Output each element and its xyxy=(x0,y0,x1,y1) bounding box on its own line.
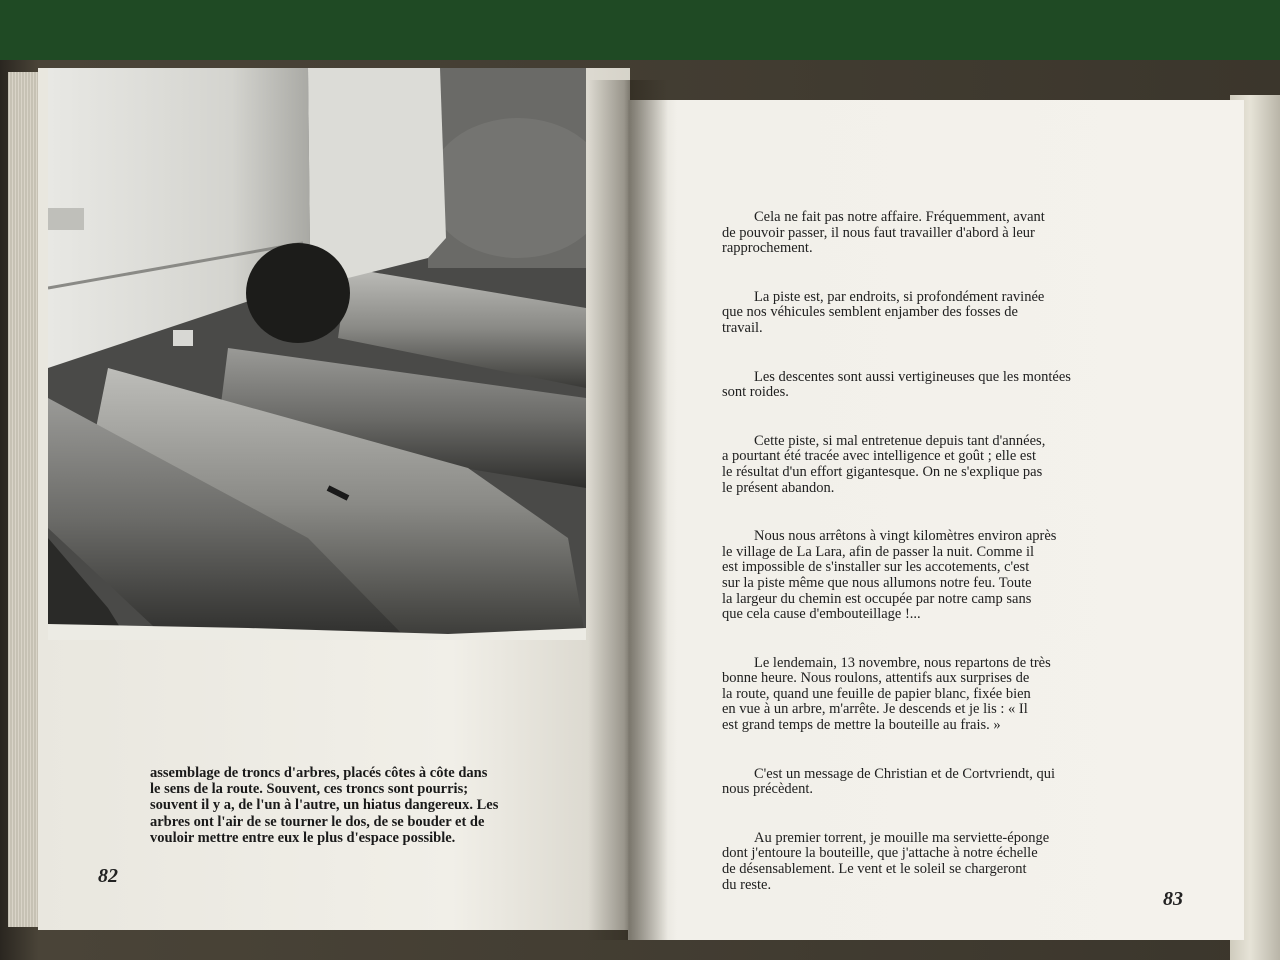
text-line: le sens de la route. Souvent, ces troncs sont pourris; xyxy=(150,781,469,798)
text-line: en vue à un arbre, m'arrête. Je descends et je lis : « Il xyxy=(722,701,1028,718)
text-line: que cela cause d'embouteillage !... xyxy=(722,606,921,623)
text-line: travail. xyxy=(722,319,763,336)
text-line: Cette piste, si mal entretenue depuis tant d'années, xyxy=(754,432,1046,449)
text-line: Le lendemain, 13 novembre, nous repartons de très xyxy=(754,654,1051,671)
text-line: de désensablement. Le vent et le soleil se chargeront xyxy=(722,861,1027,878)
text-line: rapprochement. xyxy=(722,240,813,257)
text-line: Cela ne fait pas notre affaire. Fréquemment, avant xyxy=(754,209,1045,225)
paragraph xyxy=(722,290,1150,337)
page-number-left: 82 xyxy=(98,865,118,887)
text-line: sont roides. xyxy=(722,384,789,401)
text-line: a pourtant été tracée avec intelligence et goût ; elle est xyxy=(722,448,1037,465)
page-stack xyxy=(8,72,40,927)
text-line: Au premier torrent, je mouille ma serviette-éponge xyxy=(754,829,1050,846)
text-line: nous précèdent. xyxy=(722,781,813,798)
paragraph xyxy=(722,656,1150,734)
text-line: Les descentes sont aussi vertigineuses que les montées xyxy=(754,368,1071,385)
paragraph xyxy=(722,831,1150,893)
paragraph xyxy=(722,529,1150,623)
paragraph xyxy=(722,767,1150,798)
paragraph xyxy=(722,370,1150,401)
text-line: est grand temps de mettre la bouteille au frais. » xyxy=(722,717,1001,734)
text-line: du reste. xyxy=(722,876,772,893)
text-line: le présent abandon. xyxy=(722,479,835,496)
text-line: vouloir mettre entre eux le plus d'espace possible. xyxy=(150,829,456,846)
text-line: C'est un message de Christian et de Cortvriendt, qui xyxy=(754,765,1056,782)
text-line: Nous nous arrêtons à vingt kilomètres environ après xyxy=(754,528,1057,545)
paragraph xyxy=(722,210,1150,257)
text-line: est impossible de s'installer sur les accotements, c'est xyxy=(722,559,1030,576)
page-number-right: 83 xyxy=(1163,888,1183,910)
text-line: La piste est, par endroits, si profondément ravinée xyxy=(754,288,1045,305)
text-line: le village de La Lara, afin de passer la nuit. Comme il xyxy=(722,543,1035,560)
right-page-text xyxy=(722,210,1150,926)
text-line: assemblage de troncs d'arbres, placés côtes à côte dans xyxy=(150,765,488,781)
text-line: dont j'entoure la bouteille, que j'attache à notre échelle xyxy=(722,845,1038,862)
text-line: bonne heure. Nous roulons, attentifs aux surprises de xyxy=(722,670,1030,687)
text-line: sur la piste même que nous allumons notre feu. Toute xyxy=(722,574,1032,591)
text-line: que nos véhicules semblent enjamber des fosses de xyxy=(722,304,1018,321)
text-line: la largeur du chemin est occupée par notre camp sans xyxy=(722,590,1032,607)
text-line: arbres ont l'air de se tourner le dos, de se bouder et de xyxy=(150,813,485,830)
paragraph xyxy=(722,434,1150,496)
photograph-vehicle-on-logs xyxy=(48,68,586,640)
text-line: la route, quand une feuille de papier blanc, fixée bien xyxy=(722,685,1031,702)
left-page-text xyxy=(150,765,574,846)
text-line: de pouvoir passer, il nous faut travailler d'abord à leur xyxy=(722,224,1035,241)
text-line: le résultat d'un effort gigantesque. On ne s'explique pas xyxy=(722,463,1043,480)
car-wheel xyxy=(246,243,350,343)
text-line: souvent il y a, de l'un à l'autre, un hiatus dangereux. Les xyxy=(150,797,499,814)
